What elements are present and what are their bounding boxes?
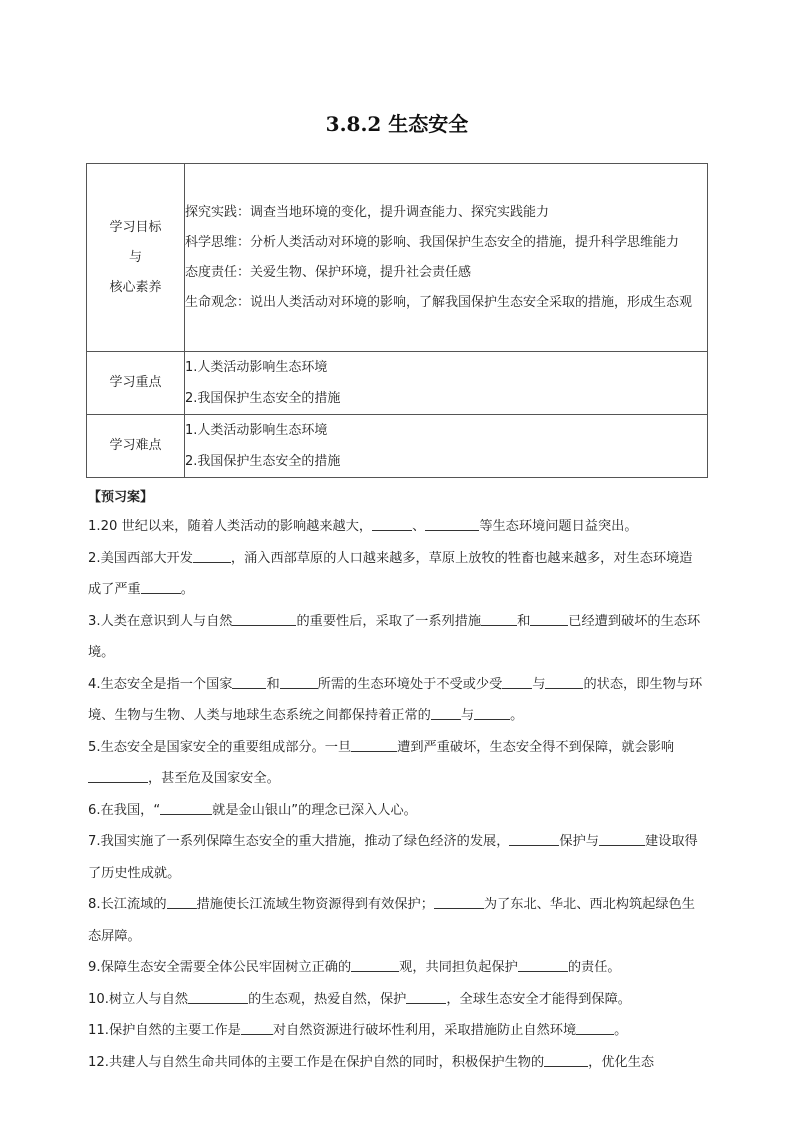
goal-text: 调查当地环境的变化，提升调查能力、探究实践能力 [250,204,550,220]
goal-item [185,288,707,318]
answer-blank[interactable] [431,705,461,720]
answer-blank[interactable] [351,737,397,752]
goal-text: 说出人类活动对环境的影响，了解我国保护生态安全采取的措施，形成生态观 [250,294,693,310]
answer-blank[interactable] [406,989,446,1004]
question-text: 。 [180,582,194,597]
question-item [88,795,704,827]
question-text: 措施使长江流域生物资源得到有效保护； [196,897,434,912]
question-text: ，优化生态 [588,1054,655,1070]
answer-blank[interactable] [232,611,296,626]
list-item: 1.人类活动影响生态环境 [185,360,328,375]
question-text: 9.保障生态安全需要全体公民牢固树立正确的 [88,960,352,975]
question-text: 的责任。 [567,960,621,975]
objectives-content-cell [185,164,708,352]
answer-blank[interactable] [232,674,266,689]
question-text: 5.生态安全是国家安全的重要组成部分。一旦 [88,739,352,755]
answer-blank[interactable] [280,674,318,689]
answer-blank[interactable] [481,611,517,626]
question-text: 等生态环境问题日益突出。 [479,519,638,534]
question-text: 。 [614,1023,628,1038]
question-item [88,669,704,732]
answer-blank[interactable] [351,957,399,972]
question-text: 的生态观，热爱自然，保护 [248,991,407,1007]
question-text: 保护与 [559,834,599,849]
table-row-key-points [87,352,708,415]
question-item [88,984,704,1016]
question-text: 与 [460,708,475,723]
table-row-objectives [87,164,708,352]
question-text: 7.我国实施了一系列保障生态安全的重大措施，推动了绿色经济的发展， [88,834,510,849]
question-item [88,543,704,606]
question-text: 8.长江流域的 [88,897,167,912]
question-text: 对自然资源进行破坏性利用，采取措施防止自然环境 [272,1023,577,1038]
question-text: 和 [517,613,531,629]
objectives-label-cell [87,164,185,352]
question-text: 3.人类在意识到人与自然 [88,613,233,629]
answer-blank[interactable] [160,800,212,815]
page-title: 3.8.2 生态安全 [325,112,469,136]
answer-blank[interactable] [193,548,231,563]
key-points-label: 学习重点 [87,352,185,415]
question-text: 11.保护自然的主要工作是 [88,1023,241,1038]
table-row-difficult-points [87,415,708,478]
answer-blank[interactable] [544,1052,588,1067]
answer-blank[interactable] [576,1020,614,1035]
question-text: 12.共建人与自然生命共同体的主要工作是在保护自然的同时，积极保护生物的 [88,1054,545,1070]
label-line: 学习目标 [109,219,162,235]
answer-blank[interactable] [518,957,568,972]
question-text: 6.在我国，“ [88,802,161,818]
question-text: ，涌入西部草原的人口越来越多，草原上放牧的牲畜也越来越多，对生态环境造成了严重 [88,550,693,597]
list-item: 2.我国保护生态安全的措施 [185,454,341,469]
answer-blank[interactable] [88,768,148,783]
question-text: 建设取得了历史性成就。 [88,834,698,881]
list-item: 1.人类活动影响生态环境 [185,423,328,438]
goal-item [185,258,707,288]
question-text: 遭到严重破坏，生态安全得不到保障，就会影响 [397,739,675,755]
answer-blank[interactable] [530,611,568,626]
goal-text: 关爱生物、保护环境，提升社会责任感 [250,264,472,280]
answer-blank[interactable] [167,894,197,909]
question-text: 4.生态安全是指一个国家 [88,676,233,692]
goal-text: 分析人类活动对环境的影响、我国保护生态安全的措施，提升科学思维能力 [250,234,680,250]
answer-blank[interactable] [545,674,583,689]
question-text: 与 [532,676,546,692]
list-item: 2.我国保护生态安全的措施 [185,391,341,406]
goal-item [185,228,707,258]
answer-blank[interactable] [188,989,248,1004]
answer-blank[interactable] [434,894,484,909]
goal-prefix: 探究实践： [185,204,251,220]
question-item [88,511,704,543]
question-text: 就是金山银山”的理念已深入人心。 [212,802,417,818]
question-text: 、 [412,519,426,534]
difficult-points-content [185,415,708,478]
learning-objectives-table [86,163,708,478]
difficult-points-label: 学习难点 [87,415,185,478]
question-text: 。 [510,708,524,723]
answer-blank[interactable] [502,674,532,689]
question-text: 所需的生态环境处于不受或少受 [317,676,503,692]
answer-blank[interactable] [599,831,645,846]
question-text: ，全球生态安全才能得到保障。 [446,991,631,1007]
question-item [88,889,704,952]
answer-blank[interactable] [425,516,479,531]
question-text: 10.树立人与自然 [88,991,189,1007]
question-text: 观，共同担负起保护 [399,960,518,975]
goal-prefix: 科学思维： [185,234,251,250]
question-text: 2.美国西部大开发 [88,550,193,566]
question-list [88,511,704,1078]
question-text: 已经遭到破坏的生态环境。 [88,613,701,660]
answer-blank[interactable] [241,1020,273,1035]
preview-section-header: 【预习案】 [88,490,154,505]
question-item [88,1047,704,1079]
answer-blank[interactable] [474,705,510,720]
question-text: 为了东北、华北、西北构筑起绿色生态屏障。 [88,897,695,944]
question-text: 1.20 世纪以来，随着人类活动的影响越来越大， [88,519,373,534]
question-text: 的状态，即生物与环境、生物与生物、人类与地球生态系统之间都保持着正常的 [88,676,703,723]
answer-blank[interactable] [509,831,559,846]
question-item [88,952,704,984]
goal-prefix: 生命观念： [185,294,251,310]
question-text: 和 [266,676,280,692]
goal-item [185,198,707,228]
question-text: 的重要性后，采取了一系列措施 [296,613,482,629]
question-text: ，甚至危及国家安全。 [148,771,280,786]
question-item [88,826,704,889]
question-item [88,1015,704,1047]
label-line: 与 [128,249,142,265]
answer-blank[interactable] [372,516,412,531]
key-points-content [185,352,708,415]
goal-prefix: 态度责任： [185,264,251,280]
question-item [88,732,704,795]
question-item [88,606,704,669]
answer-blank[interactable] [141,579,181,594]
label-line: 核心素养 [109,279,162,295]
